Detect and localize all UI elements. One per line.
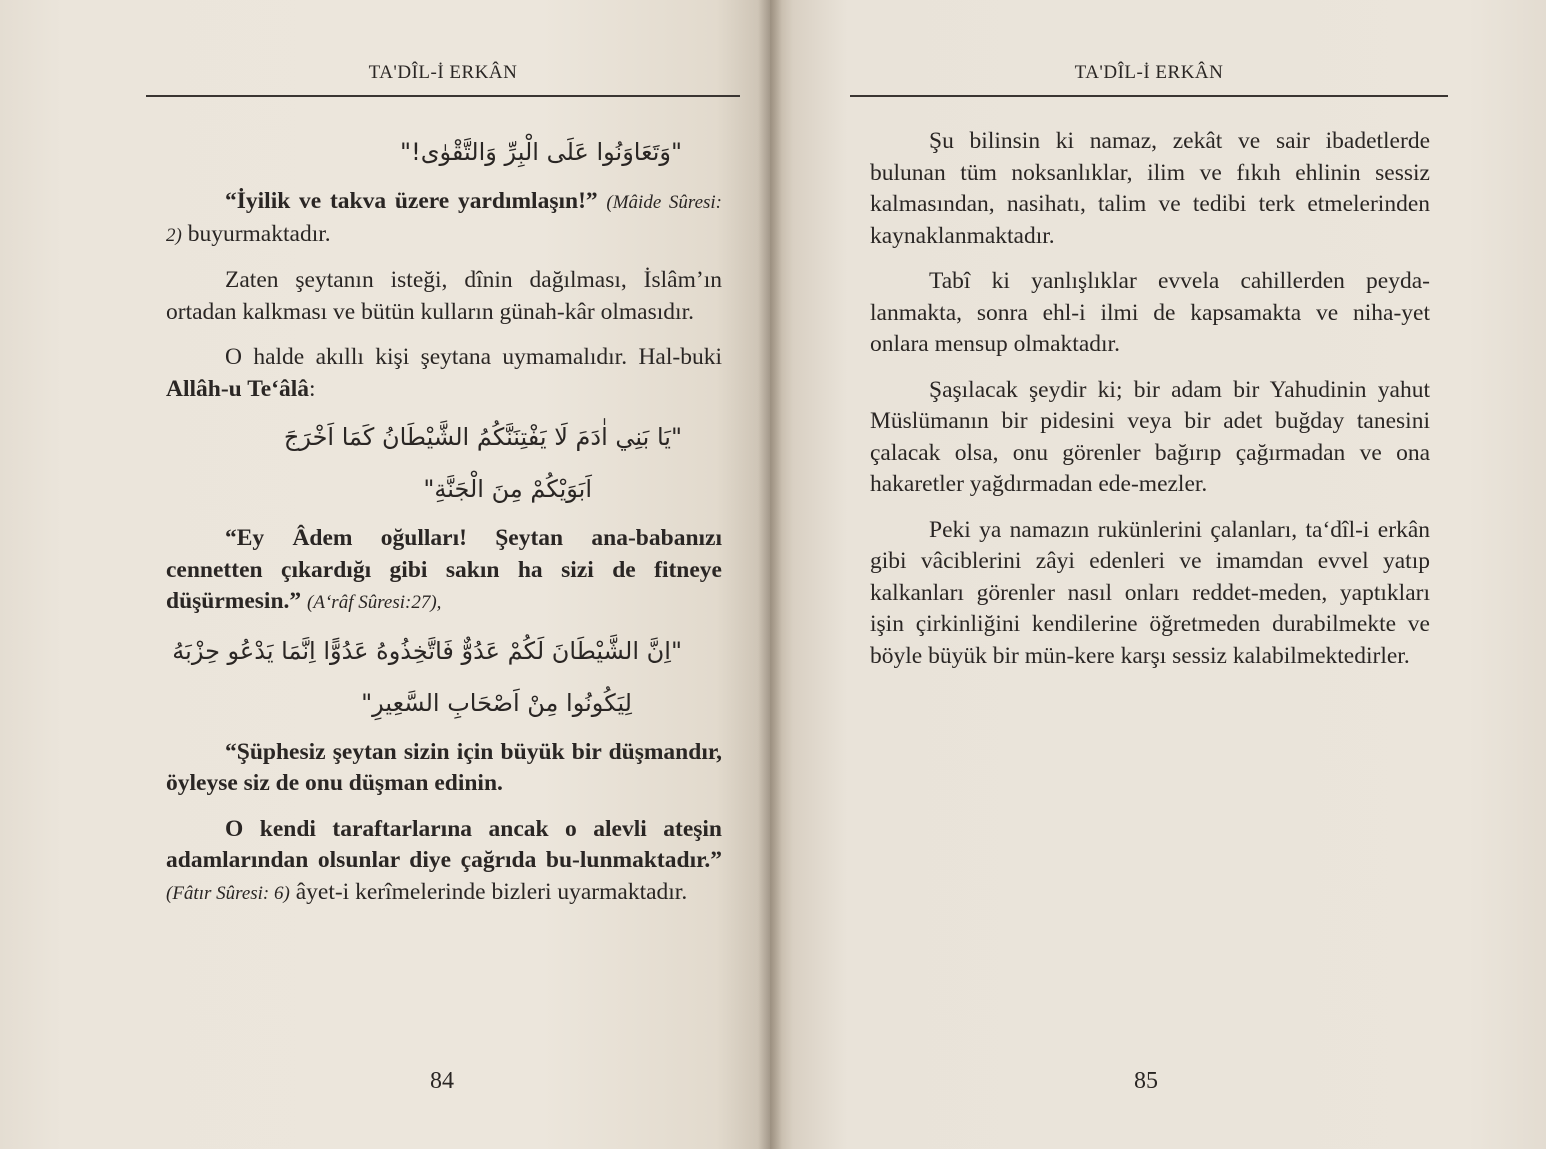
paragraph-3	[166, 342, 722, 405]
right-page-body	[870, 126, 1430, 686]
right-paragraph-1: Şu bilinsin ki namaz, zekât ve sair ibadetlerde bulunan tüm noksanlıklar, ilim ve fıkıh ehlinin sessiz kalmasından, nasihatı, talim ve tedibi terk etmelerinden kaynaklanmaktadır.	[870, 128, 1430, 249]
page-number-right: 85	[1134, 1068, 1158, 1094]
left-page-body	[166, 126, 722, 923]
right-page	[770, 0, 1546, 1149]
right-paragraph-3: Şaşılacak şeydir ki; bir adam bir Yahudinin yahut Müslümanın bir pidesini veya bir adet buğday tanesini çalacak olsa, onu görenler bağırıp çağırmadan ve ona hakaretler yağdırmadan ede-mezler.	[870, 376, 1430, 497]
verse-translation-3: O kendi taraftarlarına ancak o alevli ateşin adamlarından olsunlar diye çağrıda bu-lunmaktadır.”	[166, 815, 722, 873]
paragraph-6	[166, 814, 722, 910]
right-paragraph-2: Tabî ki yanlışlıklar evvela cahillerden peyda-lanmakta, sonra ehl-i ilmi de kapsamakta ve niha-yet onlara mensup olmaktadır.	[870, 268, 1430, 357]
paragraph-5: “Şüphesiz şeytan sizin için büyük bir düşmandır, öyleyse siz de onu düşman edinin.	[166, 738, 722, 796]
arabic-verse-3a: "اِنَّ الشَّيْطَانَ لَكُمْ عَدُوٌّ فَاتَّخِذُوهُ عَدُوًّا اِنَّمَا يَدْعُو حِزْبَهُ	[172, 636, 682, 665]
verse-reference-1: (Mâide Sûresi: 2)	[166, 192, 723, 246]
arabic-verse-2a: "يَا بَنِي اٰدَمَ لَا يَفْتِنَنَّكُمُ الشَّيْطَانُ كَمَا اَخْرَجَ	[283, 423, 682, 451]
paragraph-6-tail: âyet-i kerîmelerinde bizleri uyarmaktadır.	[295, 878, 688, 905]
running-head-left: TA'DÎL-İ ERKÂN	[368, 62, 518, 83]
page-number-left: 84	[430, 1068, 454, 1094]
verse-reference-2: (A‘râf Sûresi:27),	[307, 592, 442, 613]
arabic-verse-2b: اَبَوَيْكُمْ مِنَ الْجَنَّةِ"	[423, 475, 592, 503]
book-spine-shadow	[758, 0, 782, 1149]
verse-translation-1: “İyilik ve takva üzere yardımlaşın!”	[225, 188, 598, 214]
paragraph-4	[166, 523, 722, 619]
right-paragraph-4: Peki ya namazın rukünlerini çalanları, ta‘dîl-i erkân gibi vâciblerini zâyi edenleri ve imamdan evvel yatıp kalkanları görenler nasıl onları reddet-meden, yaptıkları işin çirkinliğini kendilerine öğretmeden durabilmekte ve böyle büyük bir mün-kere karşı sessiz kalabilmektedirler.	[870, 516, 1430, 669]
arabic-verse-3b: لِيَكُونُوا مِنْ اَصْحَابِ السَّعِيرِ"	[361, 688, 632, 717]
paragraph-1-tail: buyurmaktadır.	[187, 220, 331, 247]
paragraph-2: Zaten şeytanın isteği, dînin dağılması, İslâm’ın ortadan kalkması ve bütün kulların günah-kâr olmasıdır.	[166, 267, 722, 325]
header-rule-left	[146, 95, 740, 97]
arabic-verse-1: "وَتَعَاوَنُوا عَلَى الْبِرِّ وَالتَّقْوٰى!"	[400, 138, 682, 166]
verse-translation-2: “Ey Âdem oğulları! Şeytan ana-babanızı cennetten çıkardığı gibi sakın ha sizi de fitneye düşürmesin.”	[166, 525, 722, 614]
paragraph-3-start: O halde akıllı kişi şeytana uymamalıdır. Hal-buki	[225, 344, 722, 370]
verse-reference-3: (Fâtır Sûresi: 6)	[166, 882, 290, 904]
paragraph-1	[166, 186, 722, 251]
left-page	[0, 0, 770, 1149]
paragraph-3-bold: Allâh-u Te‘âlâ	[166, 375, 309, 402]
paragraph-3-end: :	[309, 375, 316, 402]
running-head-right: TA'DÎL-İ ERKÂN	[1074, 62, 1224, 83]
header-rule-right	[850, 95, 1448, 97]
